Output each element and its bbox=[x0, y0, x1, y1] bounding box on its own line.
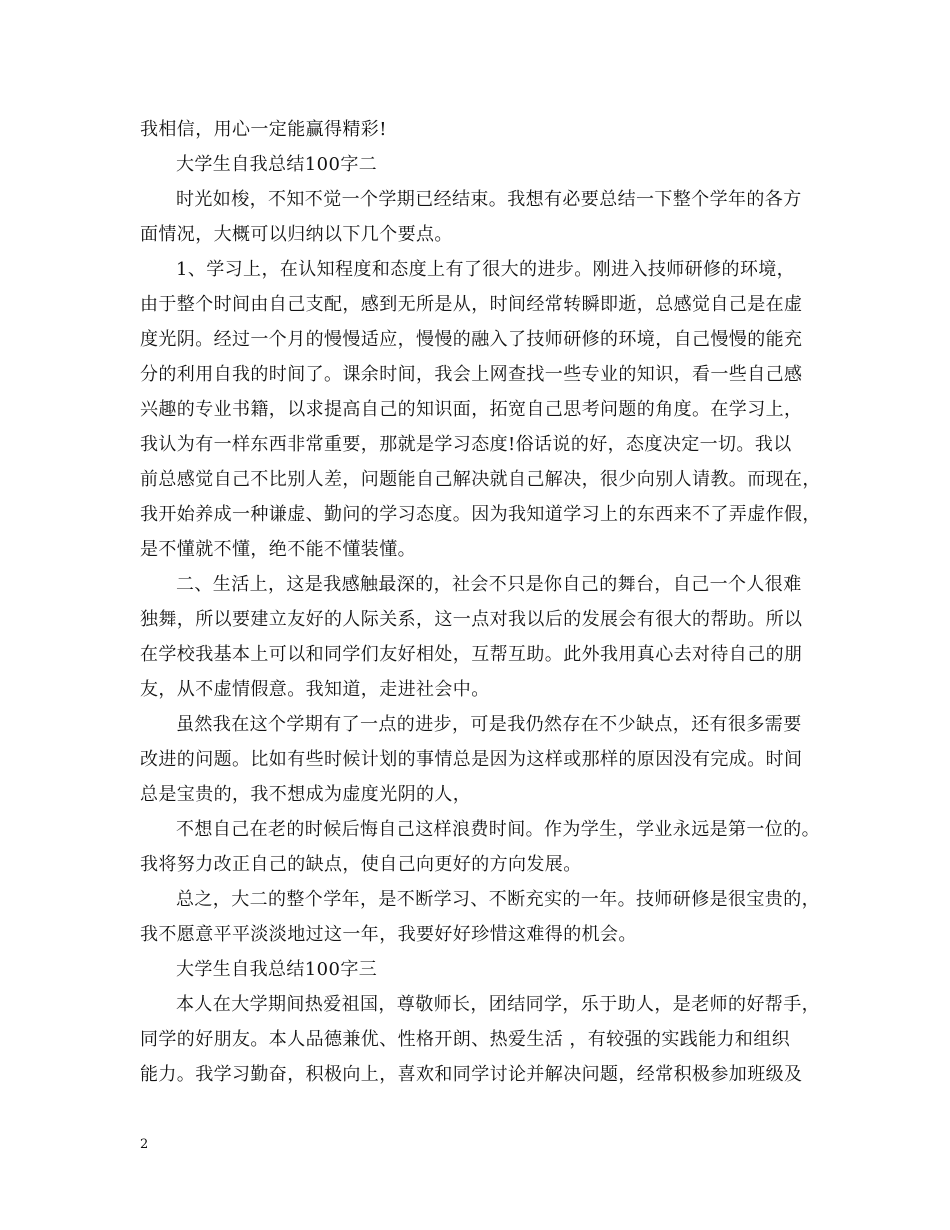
text-line: 由于整个时间由自己支配，感到无所是从，时间经常转瞬即逝，总感觉自己是在虚 bbox=[140, 294, 803, 315]
text-line: 不想自己在老的时候后悔自己这样浪费时间。作为学生，学业永远是第一位的。 bbox=[176, 819, 820, 840]
text-line: 度光阴。经过一个月的慢慢适应，慢慢的融入了技师研修的环境，自己慢慢的能充 bbox=[140, 329, 803, 350]
text-line: 同学的好朋友。本人品德兼优、性格开朗、热爱生活 ，有较强的实践能力和组织 bbox=[140, 1029, 791, 1050]
text-line: 独舞，所以要建立友好的人际关系，这一点对我以后的发展会有很大的帮助。所以 bbox=[140, 609, 803, 630]
section-heading: 大学生自我总结100字二 bbox=[176, 154, 378, 175]
text-line: 分的利用自我的时间了。课余时间，我会上网查找一些专业的知识，看一些自己感 bbox=[140, 364, 803, 385]
text-line: 我相信，用心一定能赢得精彩! bbox=[140, 119, 387, 140]
text-line: 前总感觉自己不比别人差，问题能自己解决就自己解决，很少向别人请教。而现在， bbox=[140, 469, 821, 490]
text-line: 虽然我在这个学期有了一点的进步，可是我仍然存在不少缺点，还有很多需要 bbox=[176, 714, 802, 735]
text-line: 兴趣的专业书籍，以求提高自己的知识面，拓宽自己思考问题的角度。在学习上， bbox=[140, 399, 803, 420]
text-line: 改进的问题。比如有些时候计划的事情总是因为这样或那样的原因没有完成。时间 bbox=[140, 749, 803, 770]
text-line: 能力。我学习勤奋，积极向上，喜欢和同学讨论并解决问题，经常积极参加班级及 bbox=[140, 1064, 803, 1085]
page-number: 2 bbox=[140, 1137, 149, 1152]
text-line: 我将努力改正自己的缺点，使自己向更好的方向发展。 bbox=[140, 854, 582, 875]
text-line: 面情况，大概可以归纳以下几个要点。 bbox=[140, 224, 453, 245]
section-heading: 大学生自我总结100字三 bbox=[176, 959, 378, 980]
text-line: 在学校我基本上可以和同学们友好相处，互帮互助。此外我用真心去对待自己的朋 bbox=[140, 644, 803, 665]
text-line: 总是宝贵的，我不想成为虚度光阴的人， bbox=[140, 784, 472, 805]
text-line: 我不愿意平平淡淡地过这一年，我要好好珍惜这难得的机会。 bbox=[140, 924, 637, 945]
text-line: 友，从不虚情假意。我知道，走进社会中。 bbox=[140, 679, 490, 700]
text-line: 是不懂就不懂，绝不能不懂装懂。 bbox=[140, 539, 416, 560]
text-line: 总之，大二的整个学年，是不断学习、不断充实的一年。技师研修是很宝贵的， bbox=[176, 889, 820, 910]
text-line: 本人在大学期间热爱祖国，尊敬师长，团结同学，乐于助人，是老师的好帮手， bbox=[176, 994, 820, 1015]
text-line: 1、学习上，在认知程度和态度上有了很大的进步。刚进入技师研修的环境， bbox=[176, 259, 796, 280]
text-line: 二、生活上，这是我感触最深的，社会不只是你自己的舞台，自己一个人很难 bbox=[176, 574, 802, 595]
text-line: 我开始养成一种谦虚、勤问的学习态度。因为我知道学习上的东西来不了弄虚作假， bbox=[140, 504, 821, 525]
text-line: 我认为有一样东西非常重要，那就是学习态度!俗话说的好，态度决定一切。我以 bbox=[140, 434, 792, 455]
text-line: 时光如梭，不知不觉一个学期已经结束。我想有必要总结一下整个学年的各方 bbox=[176, 189, 802, 210]
